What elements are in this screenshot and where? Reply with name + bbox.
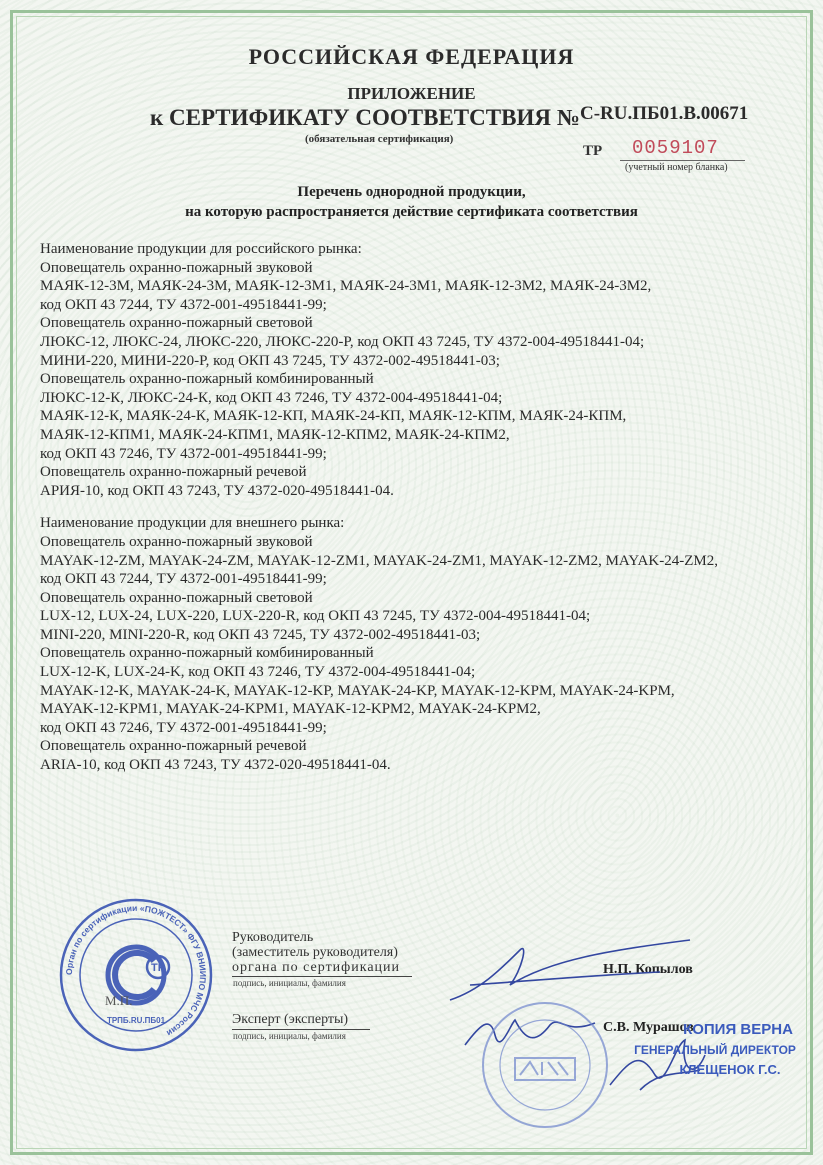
domestic-line: МИНИ-220, МИНИ-220-Р, код ОКП 43 7245, ТУ 4372-002-49518441-03; xyxy=(40,352,500,369)
product-list xyxy=(40,240,800,775)
domestic-line: АРИЯ-10, код ОКП 43 7243, ТУ 4372-020-49518441-04. xyxy=(40,482,394,499)
list-title xyxy=(0,182,823,222)
company-stamp xyxy=(480,1000,610,1130)
domestic-line: ЛЮКС-12-К, ЛЮКС-24-К, код ОКП 43 7246, ТУ 4372-004-49518441-04; xyxy=(40,389,503,406)
export-line: LUX-12-K, LUX-24-K, код ОКП 43 7246, ТУ 4372-004-49518441-04; xyxy=(40,664,476,681)
export-line: Оповещатель охранно-пожарный звуковой xyxy=(40,533,313,550)
domestic-line: МАЯК-12-К, МАЯК-24-К, МАЯК-12-КП, МАЯК-24-КП, МАЯК-12-КПМ, МАЯК-24-КПМ, xyxy=(40,408,627,425)
domestic-line: код ОКП 43 7244, ТУ 4372-001-49518441-99; xyxy=(40,296,327,313)
country-heading: РОССИЙСКАЯ ФЕДЕРАЦИЯ xyxy=(248,44,575,69)
export-line: MAYAK-12-K, MAYAK-24-K, MAYAK-12-KP, MAYAK-24-KP, MAYAK-12-KPM, MAYAK-24-KPM, xyxy=(40,682,675,699)
expert-signature-line xyxy=(232,1029,370,1030)
domestic-line: ЛЮКС-12, ЛЮКС-24, ЛЮКС-220, ЛЮКС-220-Р, код ОКП 43 7245, ТУ 4372-004-49518441-04; xyxy=(40,333,645,350)
domestic-line: Оповещатель охранно-пожарный речевой xyxy=(40,464,307,481)
head-label-line1: Руководитель xyxy=(232,930,314,945)
stamp-ring-text: Орган по сертификации «ПОЖТЕСТ» ФГУ ВНИИПО МЧС России xyxy=(63,902,209,1039)
export-line: MAYAK-12-ZM, MAYAK-24-ZM, MAYAK-12-ZM1, MAYAK-24-ZM1, MAYAK-12-ZM2, MAYAK-24-ZM2, xyxy=(40,552,718,569)
export-line: LUX-12, LUX-24, LUX-220, LUX-220-R, код ОКП 43 7245, ТУ 4372-004-49518441-04; xyxy=(40,608,591,625)
export-line: MAYAK-12-KPM1, MAYAK-24-KPM1, MAYAK-12-KPM2, MAYAK-24-KPM2, xyxy=(40,701,541,718)
blank-number-note: (учетный номер бланка) xyxy=(625,162,728,173)
domestic-line: Оповещатель охранно-пожарный звуковой xyxy=(40,259,313,276)
expert-signature-note: подпись, инициалы, фамилия xyxy=(233,1031,346,1041)
copy-verified-stamp xyxy=(620,1018,800,1082)
appendix-heading: ПРИЛОЖЕНИЕ xyxy=(347,84,476,103)
export-line: ARIA-10, код ОКП 43 7243, ТУ 4372-020-49518441-04. xyxy=(40,757,391,774)
domestic-line: Оповещатель охранно-пожарный комбинированный xyxy=(40,371,374,388)
head-label-line3: органа по сертификации xyxy=(232,960,401,975)
stamp-code: ТРПБ.RU.ПБ01 xyxy=(106,1016,166,1025)
copy-stamp-line2: ГЕНЕРАЛЬНЫЙ ДИРЕКТОР xyxy=(634,1043,796,1057)
certification-type-note: (обязательная сертификация) xyxy=(305,133,454,145)
export-line: MINI-220, MINI-220-R, код ОКП 43 7245, ТУ 4372-002-49518441-03; xyxy=(40,626,481,643)
copy-stamp-line3: КЛЕЩЕНОК Г.С. xyxy=(679,1062,781,1077)
tp-label: ТР xyxy=(583,143,603,159)
list-title-line1: Перечень однородной продукции, xyxy=(297,184,526,200)
list-title-line2: на которую распространяется действие сертификата соответствия xyxy=(185,204,638,220)
section-gap xyxy=(40,500,800,514)
copy-stamp-line1: КОПИЯ ВЕРНА xyxy=(683,1021,793,1038)
export-line: Оповещатель охранно-пожарный световой xyxy=(40,589,313,606)
certification-body-stamp xyxy=(58,897,214,1053)
export-line: код ОКП 43 7246, ТУ 4372-001-49518441-99; xyxy=(40,719,327,736)
blank-number: 0059107 xyxy=(632,137,719,159)
head-signature-line xyxy=(232,976,412,977)
domestic-line: МАЯК-12-КПМ1, МАЯК-24-КПМ1, МАЯК-12-КПМ2, МАЯК-24-КПМ2, xyxy=(40,426,510,443)
svg-text:TP: TP xyxy=(151,962,166,974)
domestic-heading: Наименование продукции для российского рынка: xyxy=(40,241,362,257)
head-signature-note: подпись, инициалы, фамилия xyxy=(233,978,346,988)
domestic-line: МАЯК-12-3М, МАЯК-24-3М, МАЯК-12-3М1, МАЯК-24-3М1, МАЯК-12-3М2, МАЯК-24-3М2, xyxy=(40,278,652,295)
domestic-line: код ОКП 43 7246, ТУ 4372-001-49518441-99; xyxy=(40,445,327,462)
domestic-line: Оповещатель охранно-пожарный световой xyxy=(40,315,313,332)
head-name: Н.П. Копылов xyxy=(603,962,693,977)
export-heading: Наименование продукции для внешнего рынка: xyxy=(40,515,345,532)
expert-name: С.В. Мурашов xyxy=(603,1020,694,1035)
head-label-line2: (заместитель руководителя) xyxy=(232,945,398,960)
export-line: код ОКП 43 7244, ТУ 4372-001-49518441-99; xyxy=(40,571,327,588)
certificate-heading: к СЕРТИФИКАТУ СООТВЕТСТВИЯ № xyxy=(150,105,580,130)
export-line: Оповещатель охранно-пожарный речевой xyxy=(40,738,307,755)
expert-label: Эксперт (эксперты) xyxy=(232,1012,349,1027)
certificate-number: С-RU.ПБ01.В.00671 xyxy=(580,103,749,124)
blank-number-underline xyxy=(620,160,745,161)
export-line: Оповещатель охранно-пожарный комбинированный xyxy=(40,645,374,662)
seal-place-label: М.П. xyxy=(105,993,133,1008)
